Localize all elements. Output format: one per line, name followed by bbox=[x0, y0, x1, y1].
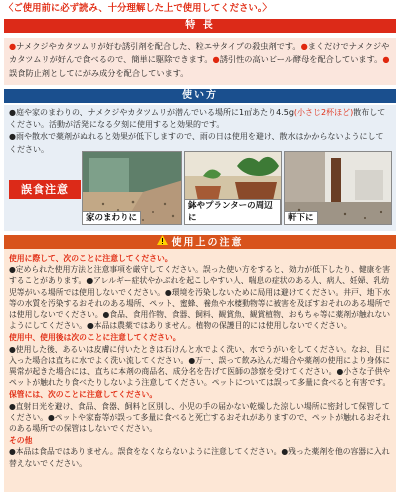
caution-text-after-use: ●使用した後、あるいは皮膚に付いたときは石けんと水でよく洗い、水でうがいをしてください。なお、目に入った場合は直ちに水でよく洗い流してください。●万一、誤って飲み込んだ場合や薬剤の使用により身体に異常が起きた場合には、直ちに本剤の商品名、成分名を告げて医師の診察を受けてください。●小さな子供やペットが触れたり食べたりしないよう注意してください。ペットについては誤って多量に食べると有害です。 bbox=[9, 344, 391, 388]
caution-heading-after-use: 使用中、使用後は次のことに注意してください。 bbox=[9, 333, 181, 343]
photo-label-eaves: 軒下に bbox=[285, 211, 318, 224]
usage-dose-highlight: (小さじ2杯ほど) bbox=[293, 108, 354, 117]
caution-box bbox=[4, 249, 396, 492]
feature-item: 誤食防止剤としてにがみ成分を配合しています。 bbox=[9, 67, 189, 78]
usage-box bbox=[4, 105, 396, 231]
feature-bullet: ● bbox=[9, 41, 17, 51]
feature-bullet: ● bbox=[300, 41, 308, 51]
caution-text-storage: ●直射日光を避け、食品、食器、飼料と区別し、小児の手の届かない乾燥した涼しい場所に密封して保管してください。●ペットや家畜等が誤って多量に食べると死亡するおそれがありますので、ペットが触れるおそれのある場所での保管はしないでください。 bbox=[9, 401, 390, 434]
feature-item: まくだけでナメクジやカタツムリが好んで食べるので、簡単に駆除できます。 bbox=[9, 41, 390, 65]
caution-heading-other: その他 bbox=[9, 436, 33, 446]
feature-item: 誘引性の高いビール酵母を配合しています。 bbox=[219, 54, 383, 65]
features-header bbox=[4, 19, 396, 33]
photo-eaves bbox=[284, 151, 392, 225]
usage-line1-prefix: ●庭や家のまわりの、ナメクジやカタツムリが潜んでいる場所に1㎡あたり4.5g bbox=[9, 108, 294, 117]
top-note: 〈ご使用前に必ず読み、十分理解した上で使用してください。〉 bbox=[4, 3, 272, 14]
usage-title: 使い方 bbox=[182, 90, 218, 101]
usage-text bbox=[9, 107, 391, 156]
features-box bbox=[4, 38, 396, 85]
caution-heading-usage: 使用に際して、次のことに注意してください。 bbox=[9, 254, 173, 263]
usage-line2: ●雨や散水で薬剤がぬれると効果が低下しますので、雨の日は使用を避け、散水はかからないようにしてください。 bbox=[9, 132, 384, 154]
feature-item: ナメクジやカタツムリが好む誘引剤を配合した、粒エサタイプの殺虫剤です。 bbox=[16, 41, 301, 51]
caution-text-other: ●本品は食品ではありません。誤食をなくならないように注意してください。●残った薬剤を他の容器に入れ替えないでください。 bbox=[9, 447, 390, 468]
caution-text-usage: ●定められた使用方法と注意事項を厳守してください。誤った使い方をすると、効力が低下したり、健康を害することがあります。●アレルギー症状やかぶれを起こしやすい人、喘息の症状のある人、病人、妊婦、乳幼児等がいる場所では使用しないでください。●環境を汚染しないために局用は避けてください。井戸、地下水等の水質を汚染するおそれのある場所、ペット、蜜蜂、養魚や水棲動物等に被害を及ぼすおそれのある場所では使用しないでください。●食品、食用作物、食器、飼料、観賞魚、観賞植物、おもちゃ等に薬剤が触れないようにしてください。●本品は農薬ではありません。植物の保護目的には使用しないでください。 bbox=[9, 265, 391, 331]
features-title: 特 長 bbox=[185, 20, 215, 31]
warning-triangle-icon bbox=[157, 235, 168, 250]
misingestion-warning-badge: 誤食注意 bbox=[9, 180, 81, 199]
caution-header bbox=[4, 235, 396, 249]
photo-label-pots: 鉢やプランターの周辺に bbox=[185, 199, 281, 224]
caution-heading-storage: 保管には、次のことに注意してください。 bbox=[9, 390, 158, 400]
photo-pots bbox=[184, 151, 282, 225]
caution-title: 使用上の注意 bbox=[171, 237, 244, 249]
photo-house bbox=[82, 151, 182, 225]
feature-bullet: ● bbox=[382, 54, 390, 65]
feature-bullet: ● bbox=[212, 54, 220, 65]
photo-label-house: 家のまわりに bbox=[83, 211, 141, 224]
usage-header bbox=[4, 89, 396, 103]
usage-line1-suffix: 散布してください。活動が活発になる夕刻に使用すると効果的です。 bbox=[9, 108, 386, 130]
